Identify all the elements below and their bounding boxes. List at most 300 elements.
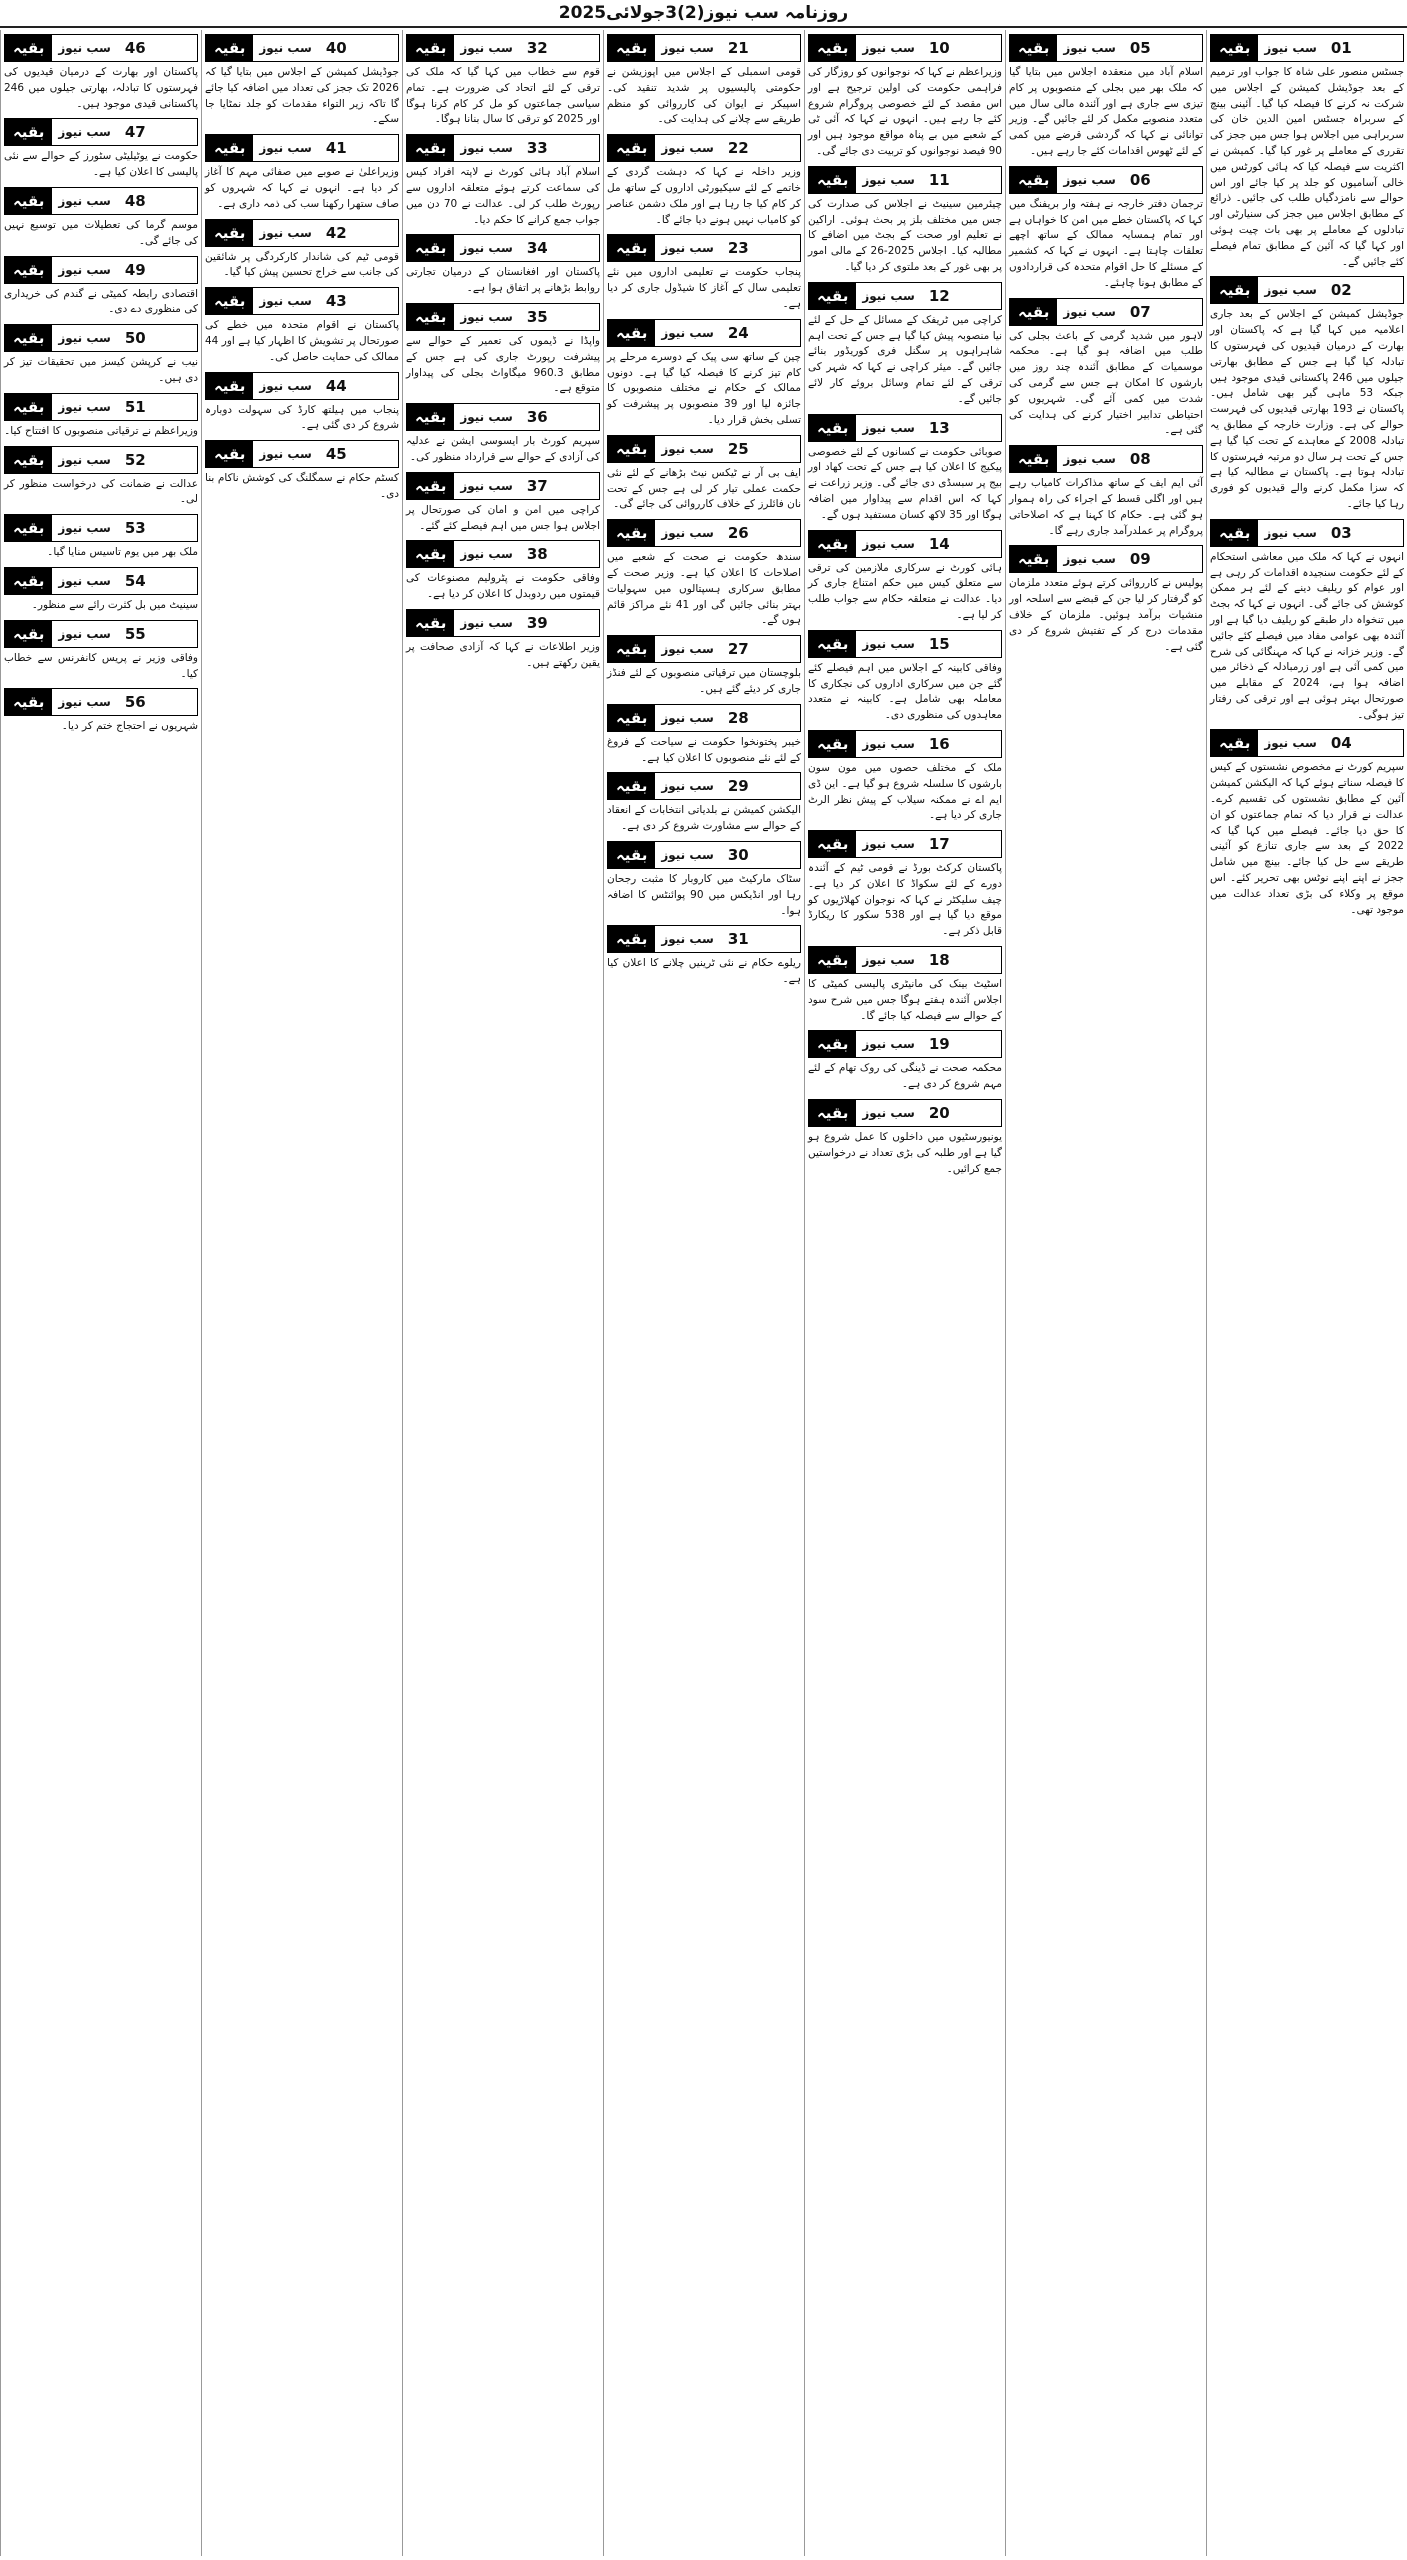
continuation-word: بقیہ xyxy=(407,304,454,330)
continuation-number: 22 xyxy=(727,139,749,158)
continuation-tag xyxy=(4,514,198,542)
article-block xyxy=(205,372,399,435)
continuation-word: بقیہ xyxy=(809,1031,856,1057)
article-block xyxy=(1210,729,1404,918)
article-block xyxy=(607,925,801,988)
article-block xyxy=(607,772,801,835)
continuation-tag xyxy=(808,166,1002,194)
continuation-number: 54 xyxy=(124,571,146,590)
continuation-tag xyxy=(607,841,801,869)
continuation-word: بقیہ xyxy=(809,631,856,657)
article-block xyxy=(406,134,600,228)
continuation-word: بقیہ xyxy=(407,473,454,499)
continuation-number: 44 xyxy=(325,376,347,395)
continuation-number: 25 xyxy=(727,439,749,458)
article-block xyxy=(406,403,600,466)
continuation-word: بقیہ xyxy=(608,773,655,799)
continuation-tag xyxy=(1210,729,1404,757)
continuation-number: 24 xyxy=(727,323,749,342)
continuation-tag xyxy=(406,134,600,162)
article-text: کسٹم حکام نے سمگلنگ کی کوشش ناکام بنا دی۔ xyxy=(205,472,399,500)
article-text: اسلام آباد میں منعقدہ اجلاس میں بتایا گیا کہ ملک بھر میں بجلی کے منصوبوں پر کام تیزی سے جاری ہے اور آئندہ مالی سال میں متعدد منصوبے مکمل کر لئے جائیں گے۔ وزیر توانائی نے کہا کہ گردشی قرضے میں کمی کے لئے ٹھوس اقدامات کئے جا رہے ہیں۔ xyxy=(1009,66,1203,157)
continuation-number: 05 xyxy=(1129,39,1151,57)
continuation-word: بقیہ xyxy=(206,441,253,467)
continuation-word: بقیہ xyxy=(608,135,655,161)
continuation-tag xyxy=(205,372,399,400)
article-text: وزیراعظم نے کہا کہ نوجوانوں کو روزگار کی فراہمی حکومت کی اولین ترجیح ہے اور اس مقصد کے لئے خصوصی پروگرام شروع کئے جا رہے ہیں۔ انہوں نے کہا کہ آئی ٹی کے شعبے میں بے پناہ مواقع موجود ہیں اور 90 فیصد نوجوانوں کو تربیت دی جائے گی۔ xyxy=(808,66,1002,157)
article-text: آئی ایم ایف کے ساتھ مذاکرات کامیاب رہے ہیں اور اگلی قسط کے اجراء کی راہ ہموار ہو گئی ہے۔ حکام کا کہنا ہے کہ اصلاحاتی پروگرام پر عملدرآمد جاری رہے گا۔ xyxy=(1009,477,1203,537)
article-block xyxy=(205,134,399,212)
continuation-number: 37 xyxy=(526,476,548,495)
article-text: جسٹس منصور علی شاہ کا جواب اور ترمیم کے بعد جوڈیشل کمیشن کے اجلاس میں شرکت نہ کرنے کا فیصلہ کیا گیا۔ آئینی بینچ کے سربراہ جسٹس امین الدین خان کی سربراہی میں اجلاس ہوا جس میں ججز کی تقرری کے معاملے پر غور کیا گیا۔ کمیشن نے اکثریت سے فیصلہ کیا کہ ہائی کورٹس میں خالی آسامیوں کو جلد پر کیا جائے اور اس حوالے سے نامزدگیاں طلب کی جائیں۔ ذرائع کے مطابق اجلاس میں ججز کی سنیارٹی اور تبادلوں کے معاملے پر بھی بات چیت ہوئی اور کہا گیا کہ آئین کے مطابق تمام فیصلے کئے جائیں گے۔ xyxy=(1210,66,1404,268)
continuation-tag xyxy=(808,1030,1002,1058)
continuation-number: 55 xyxy=(124,624,146,643)
continuation-source: سب نیوز xyxy=(661,441,714,456)
continuation-word: بقیہ xyxy=(809,35,856,61)
article-text: پاکستان اور بھارت کے درمیان قیدیوں کی فہرستوں کا تبادلہ، بھارتی جیلوں میں 246 پاکستانی قیدی موجود ہیں۔ xyxy=(4,66,198,110)
masthead xyxy=(0,0,1407,28)
continuation-source: سب نیوز xyxy=(661,932,714,947)
continuation-tag xyxy=(808,630,1002,658)
continuation-tag xyxy=(607,704,801,732)
continuation-tag xyxy=(1210,34,1404,62)
continuation-source: سب نیوز xyxy=(58,41,111,55)
article-text: موسم گرما کی تعطیلات میں توسیع نہیں کی جائے گی۔ xyxy=(4,218,198,247)
continuation-source: سب نیوز xyxy=(58,125,111,140)
continuation-number: 01 xyxy=(1330,39,1352,57)
continuation-word: بقیہ xyxy=(407,541,454,567)
continuation-number: 08 xyxy=(1129,450,1151,469)
continuation-number: 13 xyxy=(928,418,950,437)
article-text: اسلام آباد ہائی کورٹ نے لاپتہ افراد کیس کی سماعت کرتے ہوئے متعلقہ اداروں سے رپورٹ طلب کر لی۔ عدالت نے 70 دن میں جواب جمع کرانے کا حکم دیا۔ xyxy=(406,166,600,226)
article-text: سینیٹ میں بل کثرت رائے سے منظور۔ xyxy=(31,598,198,611)
article-text: وزیراعلیٰ نے صوبے میں صفائی مہم کا آغاز کر دیا ہے۔ انہوں نے کہا کہ شہروں کو صاف ستھرا رکھنا سب کی ذمہ داری ہے۔ xyxy=(205,166,399,210)
continuation-number: 26 xyxy=(727,524,749,543)
article-block xyxy=(607,34,801,128)
continuation-tag xyxy=(607,925,801,953)
article-text: ایف بی آر نے ٹیکس نیٹ بڑھانے کے لئے نئی حکمت عملی تیار کر لی ہے جس کے تحت نان فائلرز کے خلاف کارروائی کی جائے گی۔ xyxy=(607,466,801,511)
article-text: وفاقی کابینہ کے اجلاس میں اہم فیصلے کئے گئے جن میں سرکاری اداروں کی نجکاری کا معاملہ بھی شامل ہے۔ کابینہ نے متعدد معاہدوں کی منظوری دی۔ xyxy=(808,661,1002,722)
article-block xyxy=(808,530,1002,624)
article-block xyxy=(4,688,198,735)
continuation-source: سب نیوز xyxy=(862,636,915,651)
continuation-number: 30 xyxy=(727,845,749,864)
continuation-number: 53 xyxy=(124,519,146,538)
article-text: وزیر داخلہ نے کہا کہ دہشت گردی کے خاتمے کے لئے سیکیورٹی اداروں کے ساتھ مل کر کام کیا جا رہا ہے اور ملک دشمن عناصر کو کامیاب نہیں ہونے دیا جائے گا۔ xyxy=(607,166,801,226)
continuation-number: 34 xyxy=(526,239,548,258)
article-block xyxy=(4,567,198,614)
continuation-source: سب نیوز xyxy=(460,410,513,425)
continuation-tag xyxy=(4,118,198,146)
continuation-number: 47 xyxy=(124,123,146,142)
continuation-source: سب نیوز xyxy=(460,241,513,256)
continuation-tag xyxy=(4,324,198,352)
article-block xyxy=(607,319,801,429)
continuation-word: بقیہ xyxy=(5,257,52,283)
continuation-number: 45 xyxy=(325,445,347,464)
continuation-word: بقیہ xyxy=(1010,299,1057,325)
continuation-number: 31 xyxy=(727,930,749,949)
article-text: اسٹیٹ بینک کی مانیٹری پالیسی کمیٹی کا اجلاس آئندہ ہفتے ہوگا جس میں شرح سود کے حوالے سے فیصلہ کیا جائے گا۔ xyxy=(808,978,1002,1022)
column xyxy=(603,30,804,2556)
continuation-source: سب نیوز xyxy=(661,779,714,794)
article-block xyxy=(4,34,198,112)
continuation-tag xyxy=(1009,298,1203,326)
article-block xyxy=(4,446,198,509)
continuation-word: بقیہ xyxy=(206,35,253,61)
article-block xyxy=(1009,166,1203,292)
continuation-number: 35 xyxy=(526,307,548,326)
article-text: کراچی میں امن و امان کی صورتحال پر اجلاس ہوا جس میں اہم فیصلے کئے گئے۔ xyxy=(406,503,600,532)
continuation-source: سب نیوز xyxy=(862,953,915,968)
continuation-number: 10 xyxy=(928,39,950,57)
article-text: قومی ٹیم کی شاندار کارکردگی پر شائقین کی جانب سے خراج تحسین پیش کیا گیا۔ xyxy=(205,250,399,279)
continuation-source: سب نیوز xyxy=(460,478,513,493)
continuation-number: 38 xyxy=(526,545,548,564)
continuation-word: بقیہ xyxy=(608,926,655,952)
article-text: قوم سے خطاب میں کہا گیا کہ ملک کی ترقی کے لئے اتحاد کی ضرورت ہے۔ تمام سیاسی جماعتوں کو مل کر کام کرنا ہوگا اور 2025 کو ترقی کا سال بنانا ہوگا۔ xyxy=(406,66,600,126)
continuation-word: بقیہ xyxy=(5,689,52,715)
article-text: خیبر پختونخوا حکومت نے سیاحت کے فروغ کے لئے نئے منصوبوں کا اعلان کیا ہے۔ xyxy=(607,735,801,764)
article-block xyxy=(808,1099,1002,1177)
continuation-word: بقیہ xyxy=(1211,520,1258,546)
article-text: شہریوں نے احتجاج ختم کر دیا۔ xyxy=(61,720,198,733)
continuation-tag xyxy=(406,234,600,262)
continuation-source: سب نیوز xyxy=(1063,304,1116,319)
article-text: جوڈیشل کمیشن کے اجلاس میں بتایا گیا کہ 2026 تک ججز کی تعداد میں اضافہ کیا جائے گا تاکہ زیر التواء مقدمات کو جلد نمٹایا جا سکے۔ xyxy=(205,66,399,126)
article-text: سندھ حکومت نے صحت کے شعبے میں اصلاحات کا اعلان کیا ہے۔ وزیر صحت کے مطابق سرکاری ہسپتالوں میں سہولیات بہتر بنائی جائیں گی اور 41 نئے مراکز قائم ہوں گے۔ xyxy=(607,551,801,627)
article-block xyxy=(808,34,1002,160)
continuation-number: 11 xyxy=(928,170,950,189)
article-text: پاکستان نے اقوام متحدہ میں خطے کی صورتحال پر تشویش کا اظہار کیا ہے اور 44 ممالک کی حمایت حاصل کی۔ xyxy=(205,319,399,363)
continuation-number: 48 xyxy=(124,191,146,210)
article-block xyxy=(205,34,399,128)
continuation-tag xyxy=(205,219,399,247)
continuation-number: 42 xyxy=(325,223,347,242)
continuation-word: بقیہ xyxy=(608,320,655,346)
continuation-number: 27 xyxy=(727,640,749,659)
continuation-word: بقیہ xyxy=(809,531,856,557)
continuation-word: بقیہ xyxy=(809,1100,856,1126)
article-block xyxy=(607,519,801,629)
continuation-word: بقیہ xyxy=(5,568,52,594)
article-text: چین کے ساتھ سی پیک کے دوسرے مرحلے پر کام تیز کرنے کا فیصلہ کیا گیا ہے۔ دونوں ممالک کے حکام نے مختلف منصوبوں کا جائزہ لیا اور 39 منصوبوں پر پیشرفت کو تسلی بخش قرار دیا۔ xyxy=(607,350,802,426)
continuation-source: سب نیوز xyxy=(1063,172,1116,187)
continuation-source: سب نیوز xyxy=(862,420,915,435)
article-text: ترجمان دفتر خارجہ نے ہفتہ وار بریفنگ میں کہا کہ پاکستان خطے میں امن کا خواہاں ہے اور تمام ہمسایہ ممالک کے ساتھ اچھے تعلقات چاہتا ہے۔ انہوں نے کہا کہ کشمیر کے مسئلے کا حل اقوام متحدہ کی قراردادوں کے مطابق ہونا چاہئے۔ xyxy=(1009,197,1203,289)
continuation-word: بقیہ xyxy=(5,119,52,145)
article-block xyxy=(808,630,1002,724)
article-block xyxy=(808,830,1002,940)
continuation-source: سب نیوز xyxy=(1264,283,1317,298)
continuation-word: بقیہ xyxy=(608,35,655,61)
continuation-word: بقیہ xyxy=(809,283,856,309)
continuation-word: بقیہ xyxy=(809,167,856,193)
continuation-tag xyxy=(4,187,198,215)
article-block xyxy=(1009,34,1203,160)
continuation-source: سب نیوز xyxy=(1264,525,1317,540)
article-text: پاکستان کرکٹ بورڈ نے قومی ٹیم کے آئندہ دورے کے لئے سکواڈ کا اعلان کر دیا ہے۔ چیف سلیکٹر نے کہا کہ نوجوان کھلاڑیوں کو موقع دیا گیا ہے اور 538 سکور کا ریکارڈ قابل ذکر ہے۔ xyxy=(808,862,1003,938)
continuation-number: 50 xyxy=(124,329,146,348)
continuation-source: سب نیوز xyxy=(259,225,312,240)
article-block xyxy=(205,440,399,503)
article-text: نیب نے کرپشن کیسز میں تحقیقات تیز کر دی ہیں۔ xyxy=(4,356,198,384)
continuation-word: بقیہ xyxy=(5,394,52,420)
article-text: وزیراعظم نے ترقیاتی منصوبوں کا افتتاح کیا۔ xyxy=(4,424,198,437)
article-text: ملک بھر میں یوم تاسیس منایا گیا۔ xyxy=(47,546,198,559)
continuation-tag xyxy=(808,414,1002,442)
continuation-source: سب نیوز xyxy=(862,41,915,55)
continuation-tag xyxy=(808,530,1002,558)
continuation-number: 56 xyxy=(124,693,146,712)
continuation-number: 21 xyxy=(727,39,749,57)
continuation-word: بقیہ xyxy=(5,621,52,647)
continuation-tag xyxy=(808,34,1002,62)
article-text: صوبائی حکومت نے کسانوں کے لئے خصوصی پیکیج کا اعلان کیا ہے جس کے تحت کھاد اور بیج پر سبسڈی دی جائے گی۔ وزیر زراعت نے کہا کہ اس اقدام سے پیداوار میں اضافہ ہوگا اور 35 لاکھ کسان مستفید ہوں گے۔ xyxy=(808,445,1002,521)
continuation-tag xyxy=(406,303,600,331)
continuation-tag xyxy=(4,446,198,474)
continuation-tag xyxy=(205,440,399,468)
continuation-source: سب نیوز xyxy=(862,288,915,303)
continuation-source: سب نیوز xyxy=(259,141,312,156)
continuation-number: 46 xyxy=(124,39,146,57)
continuation-number: 51 xyxy=(124,397,146,416)
continuation-source: سب نیوز xyxy=(862,837,915,852)
continuation-source: سب نیوز xyxy=(58,521,111,536)
article-block xyxy=(205,287,399,365)
continuation-tag xyxy=(607,635,801,663)
article-block xyxy=(406,540,600,603)
continuation-word: بقیہ xyxy=(608,520,655,546)
continuation-word: بقیہ xyxy=(1211,730,1258,756)
continuation-number: 15 xyxy=(928,634,950,653)
article-text: قومی اسمبلی کے اجلاس میں اپوزیشن نے حکومتی پالیسیوں پر شدید تنقید کی۔ اسپیکر نے ایوان کی کارروائی کو منظم طریقے سے چلانے کی ہدایت کی۔ xyxy=(607,66,801,126)
continuation-number: 04 xyxy=(1330,734,1352,753)
article-block xyxy=(1210,34,1404,270)
article-block xyxy=(808,730,1002,824)
article-text: الیکشن کمیشن نے بلدیاتی انتخابات کے انعقاد کے حوالے سے مشاورت شروع کر دی ہے۔ xyxy=(607,804,801,833)
article-text: ریلوے حکام نے نئی ٹرینیں چلانے کا اعلان کیا ہے۔ xyxy=(607,957,801,986)
article-text: ملک کے مختلف حصوں میں مون سون بارشوں کا سلسلہ شروع ہو گیا ہے۔ این ڈی ایم اے نے ممکنہ سیلاب کے پیش نظر الرٹ جاری کر دیا ہے۔ xyxy=(808,761,1002,822)
columns-container xyxy=(0,30,1407,2556)
continuation-source: سب نیوز xyxy=(862,536,915,551)
continuation-tag xyxy=(406,403,600,431)
article-block xyxy=(406,609,600,672)
continuation-word: بقیہ xyxy=(1010,35,1057,61)
continuation-tag xyxy=(607,319,801,347)
article-block xyxy=(1009,545,1203,655)
article-text: پنجاب میں ہیلتھ کارڈ کی سہولت دوبارہ شروع کر دی گئی ہے۔ xyxy=(205,403,399,432)
continuation-tag xyxy=(205,134,399,162)
continuation-number: 16 xyxy=(928,734,950,753)
continuation-number: 43 xyxy=(325,292,347,311)
continuation-source: سب نیوز xyxy=(460,615,513,630)
continuation-word: بقیہ xyxy=(1211,277,1258,303)
continuation-tag xyxy=(607,34,801,62)
continuation-tag xyxy=(4,34,198,62)
continuation-word: بقیہ xyxy=(608,842,655,868)
continuation-source: سب نیوز xyxy=(58,626,111,641)
page-title: روزنامہ سب نیوز(2)3جولائی2025 xyxy=(558,3,849,23)
continuation-number: 52 xyxy=(124,450,146,469)
continuation-source: سب نیوز xyxy=(460,547,513,562)
article-block xyxy=(607,635,801,698)
column xyxy=(201,30,402,2556)
article-block xyxy=(1210,276,1404,512)
continuation-number: 18 xyxy=(928,951,950,970)
continuation-tag xyxy=(4,688,198,716)
continuation-source: سب نیوز xyxy=(460,141,513,156)
column xyxy=(1005,30,1206,2556)
article-text: حکومت نے یوٹیلیٹی سٹورز کے حوالے سے نئی پالیسی کا اعلان کیا ہے۔ xyxy=(4,150,198,179)
continuation-word: بقیہ xyxy=(608,235,655,261)
article-block xyxy=(406,303,600,397)
continuation-word: بقیہ xyxy=(809,731,856,757)
article-block xyxy=(205,219,399,282)
article-text: ہائی کورٹ نے سرکاری ملازمین کی ترقی سے متعلق کیس میں حکم امتناع جاری کر دیا۔ عدالت نے متعلقہ حکام سے جواب طلب کر لیا ہے۔ xyxy=(808,561,1002,621)
column xyxy=(1206,30,1407,2556)
continuation-number: 40 xyxy=(325,39,347,57)
continuation-tag xyxy=(406,540,600,568)
article-text: واپڈا نے ڈیموں کی تعمیر کے حوالے سے پیشرفت رپورٹ جاری کی ہے جس کے مطابق 960.3 میگاواٹ بجلی کی پیداوار متوقع ہے۔ xyxy=(406,334,600,395)
continuation-word: بقیہ xyxy=(5,325,52,351)
article-block xyxy=(808,414,1002,524)
continuation-source: سب نیوز xyxy=(661,526,714,541)
continuation-source: سب نیوز xyxy=(259,447,312,462)
article-block xyxy=(607,435,801,513)
continuation-source: سب نیوز xyxy=(58,331,111,346)
article-block xyxy=(607,841,801,919)
continuation-tag xyxy=(4,567,198,595)
article-block xyxy=(4,620,198,683)
continuation-source: سب نیوز xyxy=(862,172,915,187)
continuation-number: 33 xyxy=(526,139,548,158)
article-text: عدالت نے ضمانت کی درخواست منظور کر لی۔ xyxy=(4,477,198,506)
continuation-word: بقیہ xyxy=(5,515,52,541)
continuation-source: سب نیوز xyxy=(58,573,111,588)
column xyxy=(0,30,201,2556)
continuation-number: 19 xyxy=(928,1035,950,1054)
continuation-number: 20 xyxy=(928,1104,950,1123)
continuation-tag xyxy=(406,472,600,500)
continuation-number: 41 xyxy=(325,139,347,158)
continuation-word: بقیہ xyxy=(5,447,52,473)
continuation-tag xyxy=(4,620,198,648)
continuation-tag xyxy=(607,234,801,262)
article-block xyxy=(406,234,600,297)
continuation-source: سب نیوز xyxy=(661,642,714,657)
continuation-source: سب نیوز xyxy=(862,1106,915,1121)
continuation-word: بقیہ xyxy=(206,220,253,246)
article-text: محکمہ صحت نے ڈینگی کی روک تھام کے لئے مہم شروع کر دی ہے۔ xyxy=(808,1062,1002,1091)
article-text: یونیورسٹیوں میں داخلوں کا عمل شروع ہو گیا ہے اور طلبہ کی بڑی تعداد نے درخواستیں جمع کرائیں۔ xyxy=(808,1131,1002,1175)
continuation-word: بقیہ xyxy=(407,235,454,261)
continuation-source: سب نیوز xyxy=(58,399,111,414)
continuation-tag xyxy=(1210,519,1404,547)
article-text: سٹاک مارکیٹ میں کاروبار کا مثبت رجحان رہا اور انڈیکس میں 90 پوائنٹس کا اضافہ ہوا۔ xyxy=(607,872,802,917)
continuation-source: سب نیوز xyxy=(661,41,714,55)
continuation-tag xyxy=(406,34,600,62)
article-text: وفاقی حکومت نے پٹرولیم مصنوعات کی قیمتوں میں ردوبدل کا اعلان کر دیا ہے۔ xyxy=(406,572,600,601)
continuation-word: بقیہ xyxy=(5,188,52,214)
article-block xyxy=(406,34,600,128)
continuation-source: سب نیوز xyxy=(862,736,915,751)
article-text: پنجاب حکومت نے تعلیمی اداروں میں نئے تعلیمی سال کے آغاز کا شیڈول جاری کر دیا ہے۔ xyxy=(607,266,801,310)
continuation-tag xyxy=(607,519,801,547)
article-block xyxy=(607,134,801,228)
continuation-source: سب نیوز xyxy=(661,847,714,862)
continuation-source: سب نیوز xyxy=(1264,736,1317,751)
continuation-tag xyxy=(808,830,1002,858)
article-block xyxy=(4,256,198,319)
article-text: پاکستان اور افغانستان کے درمیان تجارتی روابط بڑھانے پر اتفاق ہوا ہے۔ xyxy=(406,266,600,295)
continuation-source: سب نیوز xyxy=(1264,41,1317,55)
article-text: کراچی میں ٹریفک کے مسائل کے حل کے لئے نیا منصوبہ پیش کیا گیا ہے جس کے تحت اہم شاہراہوں پر سگنل فری کوریڈور بنائے جائیں گے۔ میئر کراچی نے کہا کہ شہر کی ترقی کے لئے تمام وسائل بروئے کار لائے جائیں گے۔ xyxy=(808,313,1002,405)
continuation-number: 17 xyxy=(928,835,950,854)
continuation-number: 14 xyxy=(928,534,950,553)
continuation-tag xyxy=(1009,34,1203,62)
continuation-tag xyxy=(4,393,198,421)
continuation-word: بقیہ xyxy=(608,636,655,662)
article-text: جوڈیشل کمیشن کے اجلاس کے بعد جاری اعلامیہ میں کہا گیا ہے کہ پاکستان اور بھارت کے درمیان قیدیوں کی فہرستوں کا تبادلہ کیا گیا ہے جس کے مطابق بھارتی جیلوں میں 246 پاکستانی قیدی موجود ہیں جبکہ 53 ماہی گیر بھی شامل ہیں۔ پاکستان نے 193 بھارتی قیدیوں کی فہرست حوالے کی ہے۔ وزارت خارجہ کے مطابق یہ تبادلہ 2008 کے معاہدے کے تحت کیا گیا ہے جس کے تحت ہر سال دو مرتبہ فہرستوں کا تبادلہ ہوتا ہے۔ پاکستان نے مطالبہ کیا ہے کہ سزا مکمل کرنے والے قیدیوں کو فوری رہا کیا جائے۔ xyxy=(1210,308,1405,510)
continuation-tag xyxy=(1210,276,1404,304)
continuation-source: سب نیوز xyxy=(259,294,312,309)
article-block xyxy=(1210,519,1404,724)
article-block xyxy=(1009,445,1203,539)
column xyxy=(804,30,1005,2556)
continuation-source: سب نیوز xyxy=(460,309,513,324)
continuation-source: سب نیوز xyxy=(58,193,111,208)
continuation-tag xyxy=(4,256,198,284)
column xyxy=(402,30,603,2556)
article-block xyxy=(4,187,198,250)
continuation-word: بقیہ xyxy=(1211,35,1258,61)
article-block xyxy=(4,514,198,561)
continuation-source: سب نیوز xyxy=(1063,452,1116,467)
continuation-word: بقیہ xyxy=(608,705,655,731)
continuation-tag xyxy=(808,282,1002,310)
continuation-tag xyxy=(205,34,399,62)
article-text: انہوں نے کہا کہ ملک میں معاشی استحکام کے لئے حکومت سنجیدہ اقدامات کر رہی ہے اور عوام کو ریلیف دینے کے لئے ہر ممکن کوشش کی جائے گی۔ انہوں نے کہا کہ بجٹ میں تنخواہ دار طبقے کو ریلیف دیا گیا ہے اور آئندہ بھی عوامی مفاد میں فیصلے کئے جائیں گے۔ وزیر خزانہ نے کہا کہ مہنگائی کی شرح میں کمی آئی ہے اور زرمبادلہ کے ذخائر میں اضافہ ہوا ہے، 2024 کے مقابلے میں صورتحال بہتر ہوئی ہے اور ترقی کی رفتار تیز ہوگی۔ xyxy=(1210,550,1404,721)
continuation-word: بقیہ xyxy=(809,947,856,973)
continuation-tag xyxy=(607,435,801,463)
continuation-word: بقیہ xyxy=(407,35,454,61)
continuation-word: بقیہ xyxy=(1010,446,1057,472)
continuation-source: سب نیوز xyxy=(58,695,111,710)
continuation-word: بقیہ xyxy=(1010,546,1057,572)
continuation-source: سب نیوز xyxy=(58,452,111,467)
continuation-tag xyxy=(607,772,801,800)
article-block xyxy=(1009,298,1203,440)
article-text: وزیر اطلاعات نے کہا کہ آزادی صحافت پر یقین رکھتے ہیں۔ xyxy=(406,640,600,669)
article-block xyxy=(808,946,1002,1024)
continuation-source: سب نیوز xyxy=(58,262,111,277)
article-block xyxy=(4,324,198,387)
continuation-number: 12 xyxy=(928,286,950,305)
continuation-number: 28 xyxy=(727,708,749,727)
continuation-word: بقیہ xyxy=(608,436,655,462)
continuation-word: بقیہ xyxy=(809,415,856,441)
continuation-source: سب نیوز xyxy=(661,141,714,156)
continuation-word: بقیہ xyxy=(5,35,52,61)
article-text: بلوچستان میں ترقیاتی منصوبوں کے لئے فنڈز جاری کر دیئے گئے ہیں۔ xyxy=(607,667,801,695)
continuation-word: بقیہ xyxy=(1010,167,1057,193)
article-block xyxy=(4,118,198,181)
article-text: پولیس نے کارروائی کرتے ہوئے متعدد ملزمان کو گرفتار کر لیا جن کے قبضے سے اسلحہ اور منشیات برآمد ہوئیں۔ ملزمان کے خلاف مقدمات درج کر کے تفتیش شروع کر دی گئی ہے۔ xyxy=(1009,577,1203,653)
continuation-word: بقیہ xyxy=(407,404,454,430)
continuation-number: 23 xyxy=(727,239,749,258)
continuation-word: بقیہ xyxy=(407,135,454,161)
